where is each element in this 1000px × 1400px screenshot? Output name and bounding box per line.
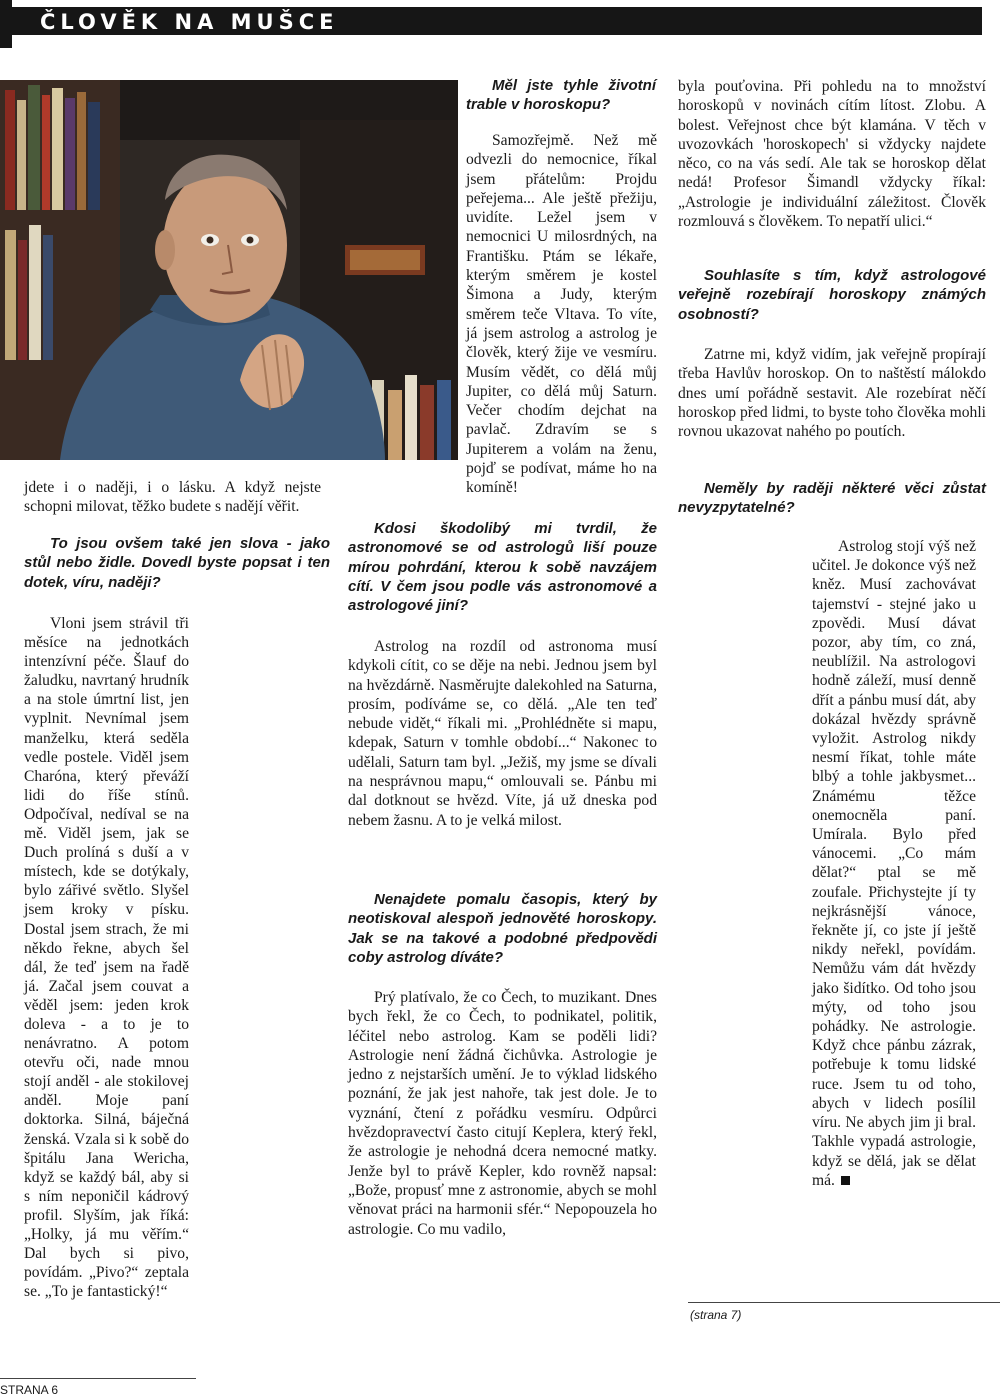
end-mark: [841, 1176, 850, 1185]
page-ref-right: (strana 7): [690, 1308, 742, 1322]
header-bar-left: [0, 0, 12, 48]
footer-rule-left: [0, 1378, 196, 1379]
col2-question-3: Nenajdete pomalu časopis, který by neotiskoval alespoň jednověté horoskopy. Jak se na takové a podobné předpovědi coby astrolog díváte?: [348, 891, 657, 966]
col2-question-1: Měl jste tyhle životní trable v horoskopu?: [466, 77, 656, 114]
footer-rule-right: [688, 1302, 1000, 1303]
section-title: ČLOVĚK NA MUŠCE: [40, 10, 339, 34]
page-number-left: STRANA 6: [0, 1383, 59, 1397]
astrologer-photo: [0, 80, 458, 460]
header-bar: [12, 7, 982, 35]
col3-continued-text: byla pouťovina. Při pohledu na to množství horoskopů v novinách cítím lítost. Zlobu. A bolest. Veřejnost chce být klamána. V těch v uvozovkách 'horoskopech' si vždycky najdete něco, co na vás sedí. Ale tak se horoskop dělat nedá! Profesor Šimandl vždycky říkal: „Astrologie je individuální záležitost. Člověk rozmlouvá s člověkem. To nepatří ulici.“: [678, 78, 986, 231]
col2-answer-1: Samozřejmě. Než mě odvezli do nemocnice, říkal jsem přátelům: Projdu peřejema... Ale ještě přežiju, uvidíte. Ležel jsem v nemocnici U milosrdných, na Františku. Ptám se lékaře, kterým směrem je kostel Šimona a Judy, kterým směrem teče Vltava. To víte, já jsem astrolog a astrolog je člověk, který žije ve vesmíru. Musím vědět, co dělá můj Jupiter, co dělá můj Saturn. Večer chodím dejchat na pavlač. Zdravím se s Jupiterem a volám na ženu, pojď se podívat, máme ho na komíně!: [466, 132, 657, 497]
col2-question-2: Kdosi škodolibý mi tvrdil, že astronomové se od astrologů liší pouze mírou pohrdání, kterou k sobě navzájem cítí. V čem jsou podle vás astronomové a astrologové jiní?: [348, 520, 657, 615]
col2-answer-3: Prý platívalo, že co Čech, to muzikant. Dnes bych řekl, že co Čech, to podnikatel, politik, léčitel nebo astrolog. Kam se poděli lidi? Astrologie není žádná čichůvka. Astrologie je jedno z nejstarších umění. Je to výklad lidského poznání, že jak jest nahoře, tak jest dole. Je to vyznání, čtení z pořádku vesmíru. Odpůrci hvězdopravectví často citují Keplera, který řekl, že astrologie je nehodná dcera nemocné matky. Jenže byl to právě Kepler, kdo rovněž napsal: „Bože, propusť mne z astronomie, abych se mohl věnovat práci na harmonii sfér.“ Nepopouzela ho astrologie. Co mu vadilo,: [348, 989, 657, 1238]
col1-question-1: To jsou ovšem také jen slova - jako stůl nebo židle. Dovedl byste popsat i ten dotek, víru, naději?: [24, 535, 330, 591]
col3-question-1: Souhlasíte s tím, když astrologové veřejně rozebírají horoskopy známých osobností?: [678, 267, 986, 323]
col3-question-2: Neměly by raději některé věci zůstat nevyzpytatelné?: [678, 480, 986, 517]
col1-intro-text: jdete i o naději, i o lásku. A když nejste schopni milovat, těžko budete s nadějí věřit.: [24, 479, 321, 516]
col2-answer-2: Astrolog na rozdíl od astronoma musí kdykoli cítit, co se děje na nebi. Jednou jsem byl na hvězdárně. Nasměrujte dalekohled na Saturna, prosím, podíváme se, co dělá. „Ale ten teď nebude vidět,“ říkali mi. „Prohlédněte si mapu, kdepak, Saturn v tomhle období...“ Nakonec to udělali, Saturn tam byl. „Ježiš, my jsme se dívali na nesprávnou mapu,“ omlouvali se. Pánbu mi dal dotknout se hvězd. Víte, já už dneska pod nebem žasnu. A to je velká milost.: [348, 638, 657, 829]
col1-answer-text: Vloni jsem strávil tři měsíce na jednotkách intenzívní péče. Šlauf do žaludku, navrtaný hrudník a na stole úmrtní list, jen vyplnit. Nevnímal jsem manželku, která seděla vedle postele. Viděl jsem Charóna, který převáží lidi do říše stínů. Odpočíval, nedíval se na mě. Viděl jsem, jak se Duch prolíná s duší a v místech, kde se dotýkaly, bylo zářivé světlo. Slyšel jsem kroky v písku. Dostal jsem strach, že mi někdo řekne, abych šel dál, že teď jsem na řadě já. Začal jsem couvat a věděl jsem: jeden krok doleva - a to je to nenávratno. A potom otevřu oči, nade mnou stojí anděl - ale stokilovej anděl. Moje paní doktorka. Silná, báječná ženská. Vzala si k sobě do špitálu Jana Wericha, když se každý bál, aby si s ním neponičil kádrový profil. Slyším, jak říká: „Holky, já mu věřím.“ Dal bych si pivo, povídám. „Pivo?“ zeptala se. „To je fantastický!“: [24, 615, 189, 1301]
col3-answer-2: Astrolog stojí výš než učitel. Je dokonce výš než kněz. Musí zachovávat tajemství - stejné jako u zpovědi. Musí dávat pozor, aby tím, co zná, neublížil. Na astrologovi hodně záleží, musí denně dřít a pánbu musí dát, aby dokázal hvězdy správně vyložit. Astrolog nikdy nesmí říkat, tohle máte blbý a tohle jakbysmet... Známému těžce onemocněla paní. Umírala. Bylo před vánocemi. „Co mám dělat?“ ptal se mě zoufale. Přichystejte jí ty nejkrásnější vánoce, řekněte jí, co jste jí ještě nikdy neřekl, povídám. Nemůžu vám dát hvězdy jako šidítko. Od toho jsou mýty, od toho jsou pohádky. Ne astrologie. Když chce pánbu zázrak, potřebuje k tomu lidské ruce. Jsem tu od toho, abych v lidech posílil víru. Ne abych jim ji bral. Takhle vypadá astrologie, když se dělá, jak se dělat má.: [812, 538, 976, 1189]
col3-answer-1: Zatrne mi, když vidím, jak veřejně propírají třeba Havlův horoskop. On to naštěstí málokdo dnes umí pořádně sestavit. Ale rozebírat něčí horoskop před lidmi, to byste toho člověka mohli rovnou ukazovat nahého po poutích.: [678, 346, 986, 441]
